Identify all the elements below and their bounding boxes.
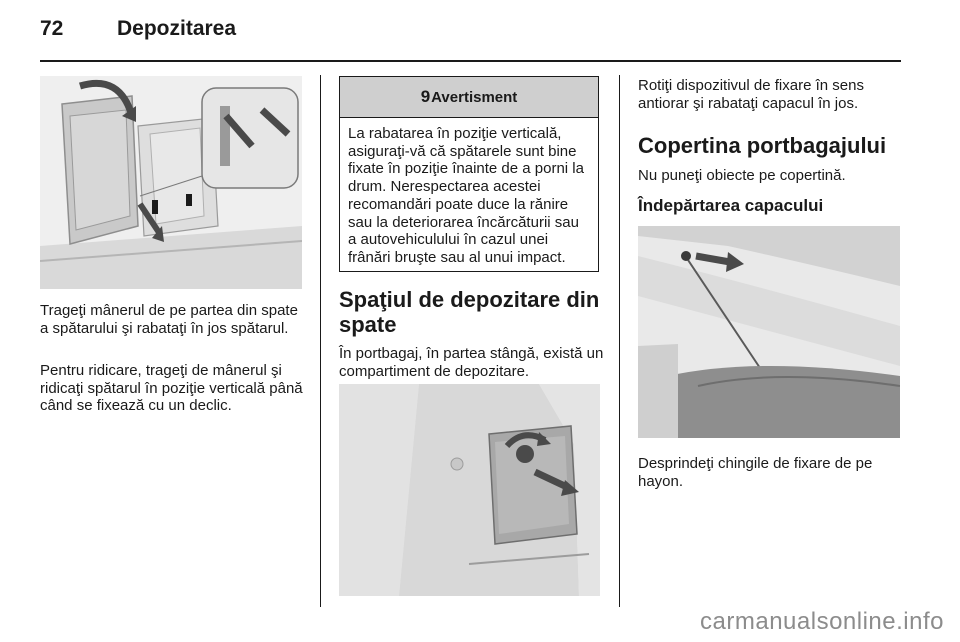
seat-backrest-drawing — [40, 76, 302, 289]
page-number: 72 — [40, 17, 64, 40]
warning-text: La rabatarea în poziţie verticală, asiguraţi-vă că spătarele sunt bine fixate în poziţie înainte de a porni la drum. Nerespectarea acestei recomandări poate duce la rănire sau la deteriorarea încărcăturii sau a autovehiculului în cazul unei frânări bruşte sau al unui impact. — [348, 125, 584, 266]
luggage-cover-drawing — [638, 226, 900, 438]
lock-rotate-instruction: Rotiţi dispozitivul de fixare în sens antiorar şi rabataţi capacul în jos. — [638, 77, 864, 112]
column-divider-1 — [320, 75, 321, 607]
luggage-cover-heading: Copertina portbagajului — [638, 133, 887, 158]
luggage-cover-note: Nu puneţi obiecte pe copertină. — [638, 167, 846, 184]
luggage-cover-illustration — [638, 226, 900, 438]
warning-triangle-icon: 9 — [420, 87, 431, 106]
remove-cover-heading: Îndepărtarea capacului — [638, 196, 824, 215]
warning-box — [339, 76, 599, 272]
storage-compartment-drawing — [339, 384, 600, 596]
warning-header — [340, 77, 598, 118]
header-divider — [40, 60, 901, 62]
page-title: Depozitarea — [117, 17, 237, 40]
rear-storage-heading: Spaţiul de depozitare din spate — [339, 287, 600, 337]
storage-compartment-illustration — [339, 384, 600, 596]
warning-title: Avertisment — [431, 88, 518, 106]
detach-straps-instruction: Desprindeţi chingile de fixare de pe hayon. — [638, 455, 873, 490]
seat-backrest-illustration — [40, 76, 302, 289]
raise-backrest-instruction: Pentru ridicare, trageţi de mânerul şi ridicaţi spătarul în poziţie verticală până când se fixează cu un declic. — [40, 362, 303, 414]
rear-storage-text: În portbagaj, în partea stângă, există un compartiment de depozitare. — [339, 345, 604, 380]
column-divider-2 — [619, 75, 620, 607]
fold-backrest-instruction: Trageţi mânerul de pe partea din spate a spătarului şi rabataţi în jos spătarul. — [40, 302, 298, 337]
site-watermark: carmanualsonline.info — [700, 608, 944, 635]
